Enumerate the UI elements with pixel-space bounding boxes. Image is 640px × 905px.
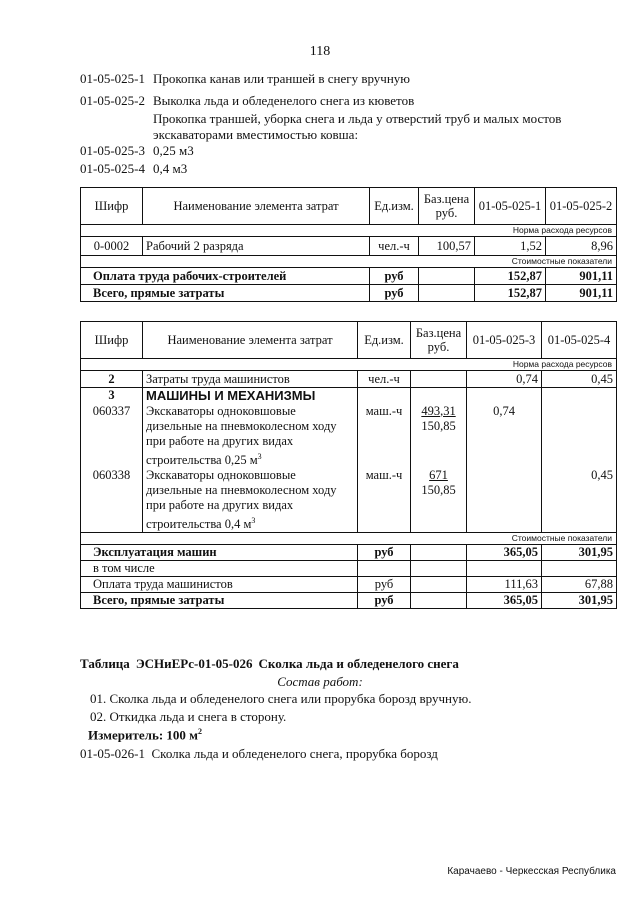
meter: Измеритель: 100 $м^2$ <box>88 727 203 743</box>
cost-label: Стоимостные показатели <box>81 256 617 268</box>
total-value-1: 152,87 <box>475 285 546 302</box>
resource-code: 01-05-025-2 <box>80 93 145 108</box>
total-name: Оплата труда рабочих-строителей <box>81 268 370 285</box>
code-line <box>80 71 410 87</box>
cost-label: Стоимостные показатели <box>81 532 617 544</box>
header-code: Шифр <box>81 322 143 359</box>
row-code: 060338 <box>81 468 143 533</box>
header-price: Баз.цена руб. <box>411 322 467 359</box>
table-header-row <box>81 322 617 359</box>
row-name: Экскаваторы одноковшовые дизельные на пневмоколесном ходу при работе на других видах строительства 0,25 $м^3$ <box>143 404 358 468</box>
resource-text: 0,4 м3 <box>153 161 188 176</box>
row-name: Рабочий 2 разряда <box>143 237 370 256</box>
row-value-1: 0,74 <box>467 371 542 388</box>
resource-code: 01-05-025-1 <box>80 71 145 86</box>
total-name: Всего, прямые затраты <box>81 592 358 608</box>
operation-item: 02. Откидка льда и снега в сторону. <box>90 709 287 724</box>
total-row <box>81 268 617 285</box>
resource-code: 01-05-025-4 <box>80 161 145 176</box>
header-col2: 01-05-025-2 <box>546 188 617 225</box>
header-unit: Ед.изм. <box>370 188 419 225</box>
table-row <box>81 404 617 468</box>
row-value-1: 1,52 <box>475 237 546 256</box>
row-code: 2 <box>81 371 143 388</box>
code-line <box>80 93 414 109</box>
total-unit: руб <box>370 285 419 302</box>
row-price: 100,57 <box>419 237 475 256</box>
row-value-2 <box>542 404 617 468</box>
total-name: Оплата труда машинистов <box>81 576 358 592</box>
total-row <box>81 592 617 608</box>
resource-table-2 <box>80 321 617 609</box>
row-unit: чел.-ч <box>370 237 419 256</box>
total-value-2: 301,95 <box>542 544 617 560</box>
table-row <box>81 237 617 256</box>
total-value-1: 111,63 <box>467 576 542 592</box>
footer-region: Карачаево - Черкесская Республика <box>447 866 616 877</box>
code-line <box>80 161 187 177</box>
total-value-2: 901,11 <box>546 285 617 302</box>
resource-text: Прокопка канав или траншей в снегу вручную <box>153 71 410 86</box>
table-header-row <box>81 188 617 225</box>
row-code: 0-0002 <box>81 237 143 256</box>
row-code: 060337 <box>81 404 143 468</box>
total-value-1: 152,87 <box>475 268 546 285</box>
row-value-1: 0,74 <box>467 404 542 468</box>
row-value-1 <box>467 468 542 533</box>
norm-label: Норма расхода ресурсов <box>81 359 617 371</box>
code-line <box>80 143 194 159</box>
section-title: МАШИНЫ И МЕХАНИЗМЫ <box>143 388 358 404</box>
header-col1: 01-05-025-1 <box>475 188 546 225</box>
table-row <box>81 371 617 388</box>
total-unit: руб <box>358 576 411 592</box>
total-name: в том числе <box>81 560 358 576</box>
section-row <box>81 388 617 404</box>
header-col2: 01-05-025-4 <box>542 322 617 359</box>
total-value-1: 365,05 <box>467 544 542 560</box>
total-value-2: 301,95 <box>542 592 617 608</box>
total-row <box>81 544 617 560</box>
resource-text: Выколка льда и обледенелого снега из кюветов <box>153 93 415 108</box>
table-row <box>81 468 617 533</box>
total-name: Эксплуатация машин <box>81 544 358 560</box>
row-unit: чел.-ч <box>358 371 411 388</box>
operation-item: 01. Сколка льда и обледенелого снега или прорубка борозд вручную. <box>90 691 472 706</box>
work-composition-label: Состав работ: <box>277 674 363 689</box>
total-name: Всего, прямые затраты <box>81 285 370 302</box>
total-row <box>81 576 617 592</box>
resource-table-1 <box>80 187 617 302</box>
row-value-2: 0,45 <box>542 468 617 533</box>
resource-code: 01-05-025-3 <box>80 143 145 158</box>
row-price: 671 150,85 <box>411 468 467 533</box>
resource-text: 0,25 м3 <box>153 143 194 158</box>
header-name: Наименование элемента затрат <box>143 322 358 359</box>
section-code: 3 <box>81 388 143 404</box>
table-title: Таблица ЭСНиЕРс-01-05-026 Сколка льда и обледенелого снега <box>80 656 459 671</box>
header-name: Наименование элемента затрат <box>143 188 370 225</box>
row-name: Экскаваторы одноковшовые дизельные на пневмоколесном ходу при работе на других видах строительства 0,4 $м^3$ <box>143 468 358 533</box>
row-value-2: 0,45 <box>542 371 617 388</box>
total-row <box>81 285 617 302</box>
total-unit: руб <box>370 268 419 285</box>
norm-label: Норма расхода ресурсов <box>81 225 617 237</box>
total-value-1: 365,05 <box>467 592 542 608</box>
header-code: Шифр <box>81 188 143 225</box>
page-number: 118 <box>309 44 331 59</box>
header-price: Баз.цена руб. <box>419 188 475 225</box>
total-value-2: 67,88 <box>542 576 617 592</box>
row-value-2: 8,96 <box>546 237 617 256</box>
header-col1: 01-05-025-3 <box>467 322 542 359</box>
total-value-2: 901,11 <box>546 268 617 285</box>
row-name: Затраты труда машинистов <box>143 371 358 388</box>
code-line: 01-05-026-1 Сколка льда и обледенелого снега, прорубка борозд <box>80 746 438 761</box>
total-unit: руб <box>358 592 411 608</box>
total-unit: руб <box>358 544 411 560</box>
header-unit: Ед.изм. <box>358 322 411 359</box>
row-price: 493,31 150,85 <box>411 404 467 468</box>
row-unit: маш.-ч <box>358 404 411 468</box>
section-note: Прокопка траншей, уборка снега и льда у отверстий труб и малых мостов экскаваторами вместимостью ковша: <box>153 111 562 142</box>
total-row <box>81 560 617 576</box>
row-unit: маш.-ч <box>358 468 411 533</box>
